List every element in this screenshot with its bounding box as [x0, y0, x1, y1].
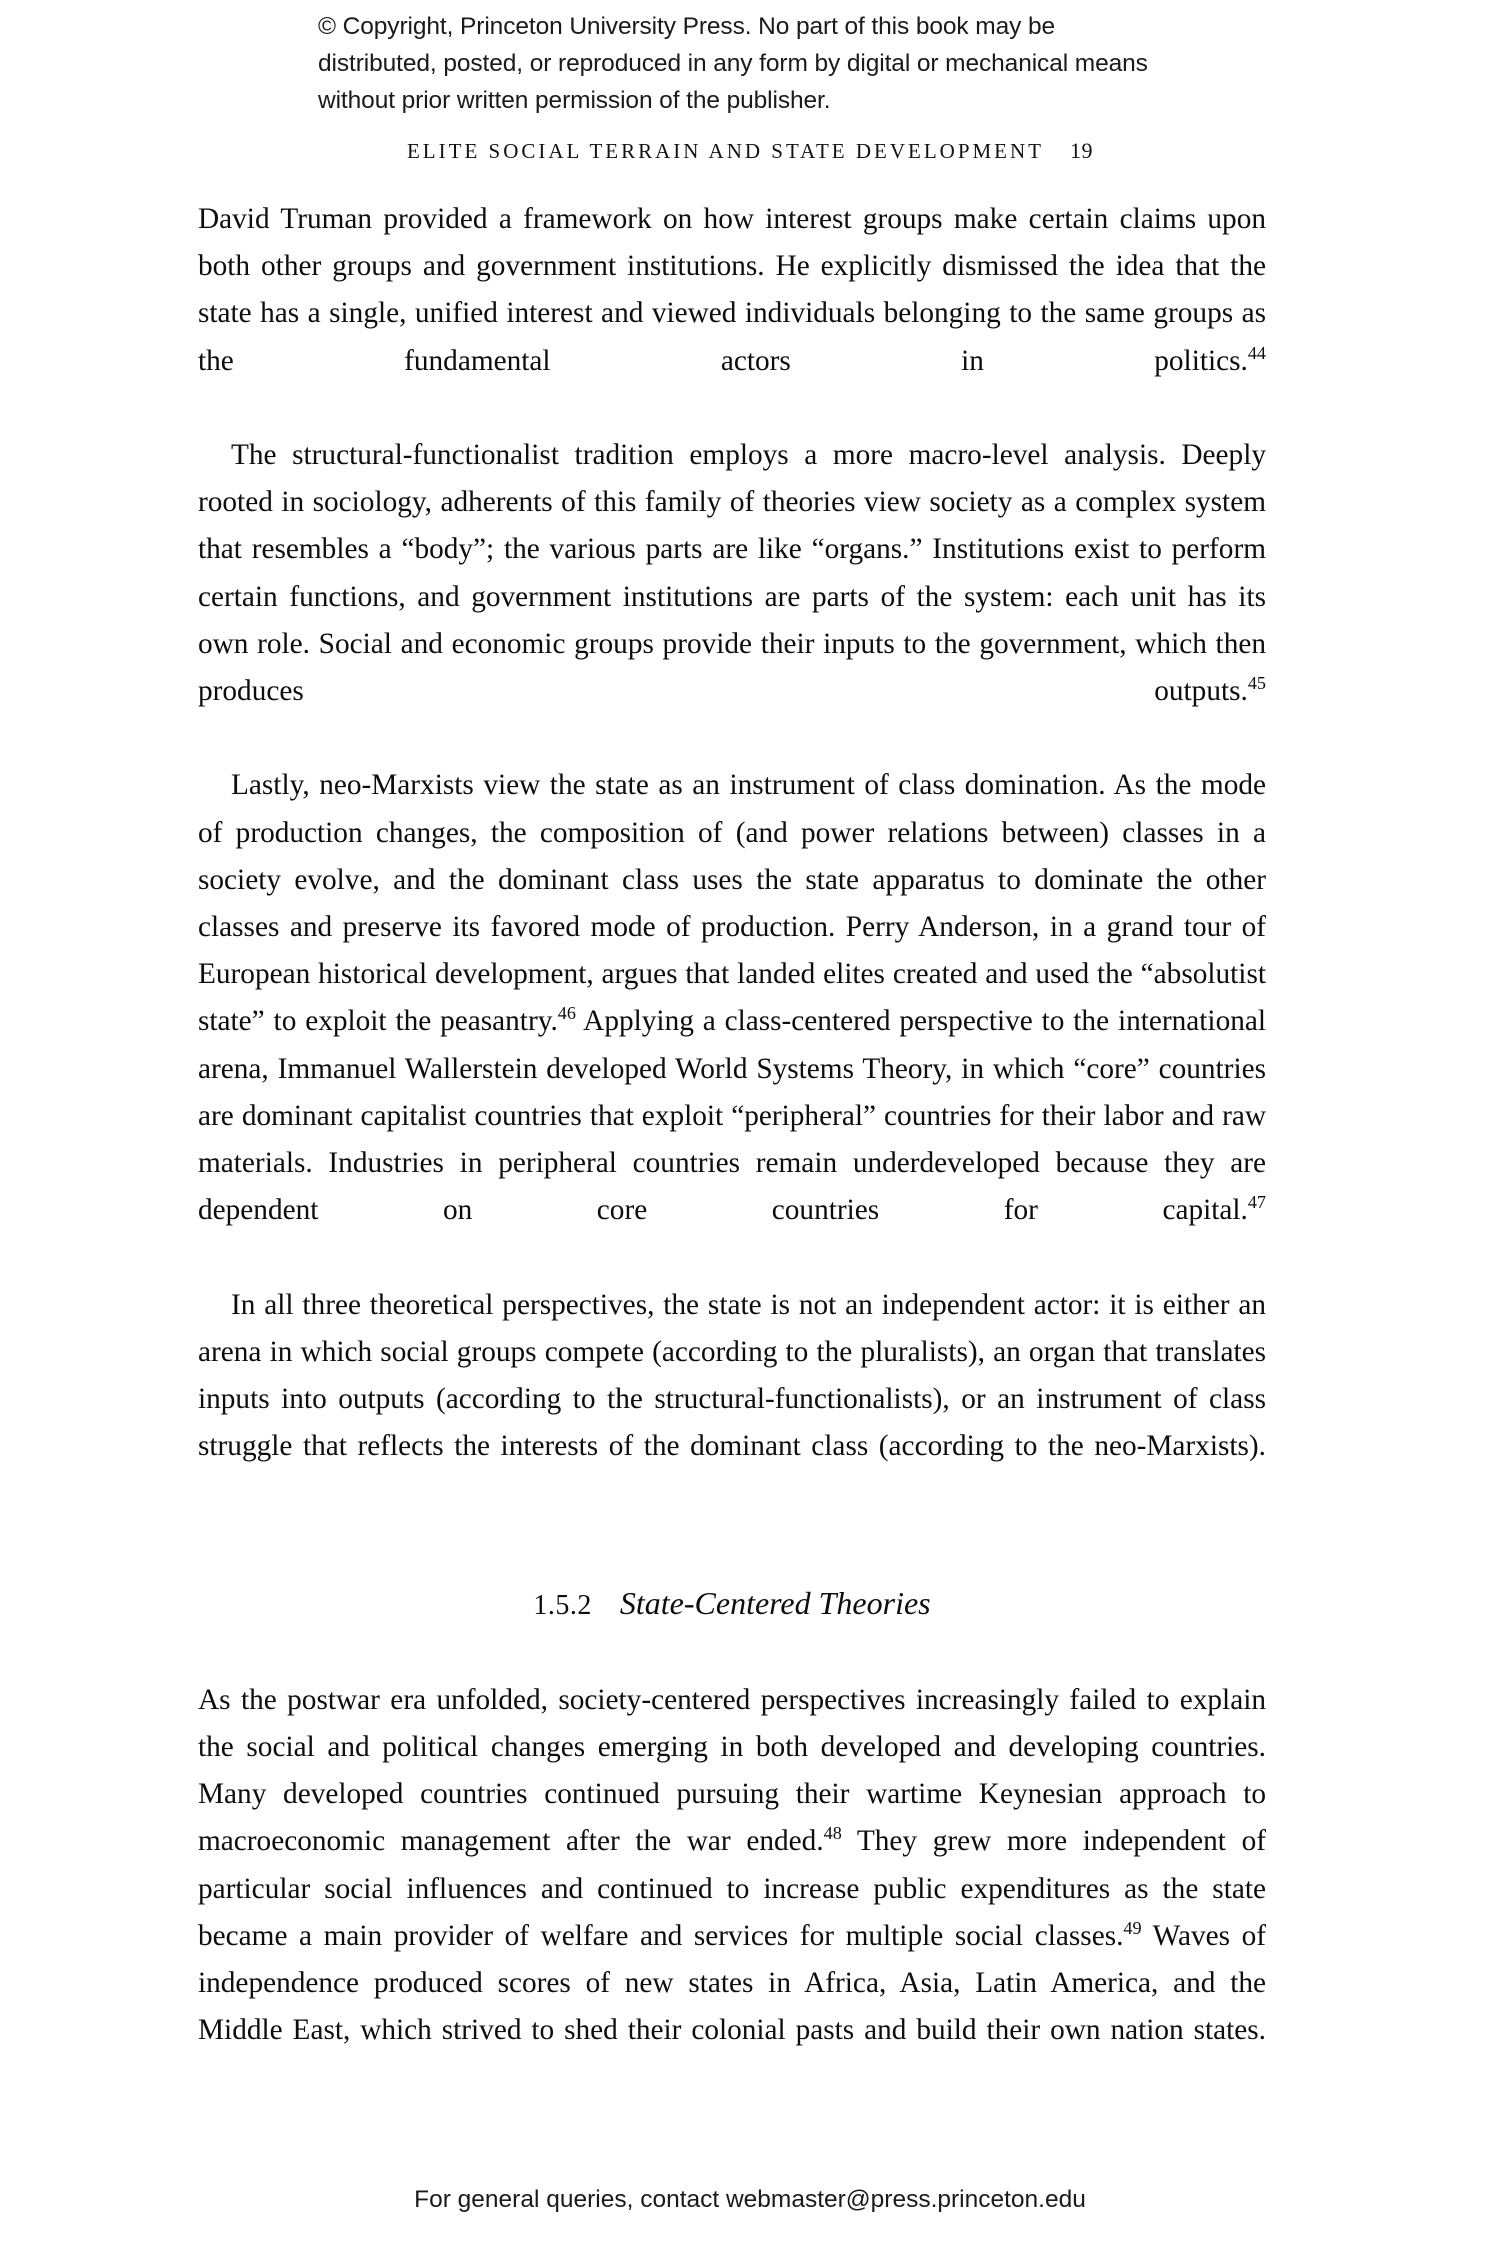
paragraph-group-after-heading [198, 1677, 1266, 2102]
footnote-marker: 47 [1247, 1192, 1266, 1213]
body-text-column [198, 196, 1266, 2102]
p-postwar: As the postwar era unfolded, society-centered perspectives increasingly failed to explain the social and political changes emerging in both developed and developing countries. Many developed countries continued pursuing their wartime Keynesian approach to macroeconomic management after the war ended.$^{48}$ They grew more independent of particular social influences and continued to increase public expenditures as the state became a main provider of welfare and services for multiple social classes.$^{49}$ Waves of independence produced scores of new states in Africa, Asia, Latin America, and the Middle East, which strived to shed their colonial pasts and build their own nation states. [198, 1683, 1266, 2047]
footnote-marker: 44 [1247, 342, 1266, 363]
heading-spacer-bottom [198, 1629, 1266, 1677]
p-structural-functionalist: The structural-functionalist tradition employs a more macro-level analysis. Deeply rooted in sociology, adherents of this family of theories view society as a complex system that resembles a “body”; the various parts are like “organs.” Institutions exist to perform certain functions, and government institutions are parts of the system: each unit has its own role. Social and economic groups provide their inputs to the government, which then produces outputs.$^{45}$ [198, 439, 1266, 708]
footnote-marker: 45 [1247, 673, 1266, 694]
footer-notice: For general queries, contact webmaster@press.princeton.edu [414, 2186, 1086, 2213]
footnote-marker: 46 [557, 1003, 576, 1024]
section-heading [198, 1580, 1266, 1629]
footnote-marker: 48 [823, 1823, 842, 1844]
heading-spacer-top [198, 1518, 1266, 1580]
p-truman: David Truman provided a framework on how interest groups make certain claims upon both other groups and government institutions. He explicitly dismissed the idea that the state has a single, unified interest and viewed individuals belonging to the same groups as the fundamental actors in politics.$^{44}$ [198, 203, 1266, 377]
page-number: 19 [1070, 138, 1094, 163]
p-neo-marxist: Lastly, neo-Marxists view the state as an instrument of class domination. As the mode of production changes, the composition of (and power relations between) classes in a society evolve, and the dominant class uses the state apparatus to dominate the other classes and preserve its favored mode of production. Perry Anderson, in a grand tour of European historical development, argues that landed elites created and used the “absolutist state” to exploit the peasantry.$^{46}$ Applying a class-centered perspective to the international arena, Immanuel Wallerstein developed World Systems Theory, in which “core” countries are dominant capitalist countries that exploit “peripheral” countries for their labor and raw materials. Industries in peripheral countries remain underdeveloped because they are dependent on core countries for capital.$^{47}$ [198, 769, 1267, 1227]
running-head [0, 138, 1500, 164]
paragraph-group-before-heading [198, 196, 1266, 1518]
footnote-marker: 49 [1123, 1917, 1142, 1938]
running-head-title: ELITE SOCIAL TERRAIN AND STATE DEVELOPMENT [406, 139, 1045, 163]
section-title: State-Centered Theories [619, 1584, 931, 1621]
p-all-three: In all three theoretical perspectives, the state is not an independent actor: it is either an arena in which social groups compete (according to the pluralists), an organ that translates inputs into outputs (according to the structural-functionalists), or an instrument of class struggle that reflects the interests of the dominant class (according to the neo-Marxists). [198, 1288, 1266, 1463]
section-number: 1.5.2 [533, 1589, 592, 1621]
copyright-notice: © Copyright, Princeton University Press. No part of this book may be distributed, posted, or reproduced in any form by digital or mechanical means without prior written permission of the publisher. [318, 13, 1148, 114]
